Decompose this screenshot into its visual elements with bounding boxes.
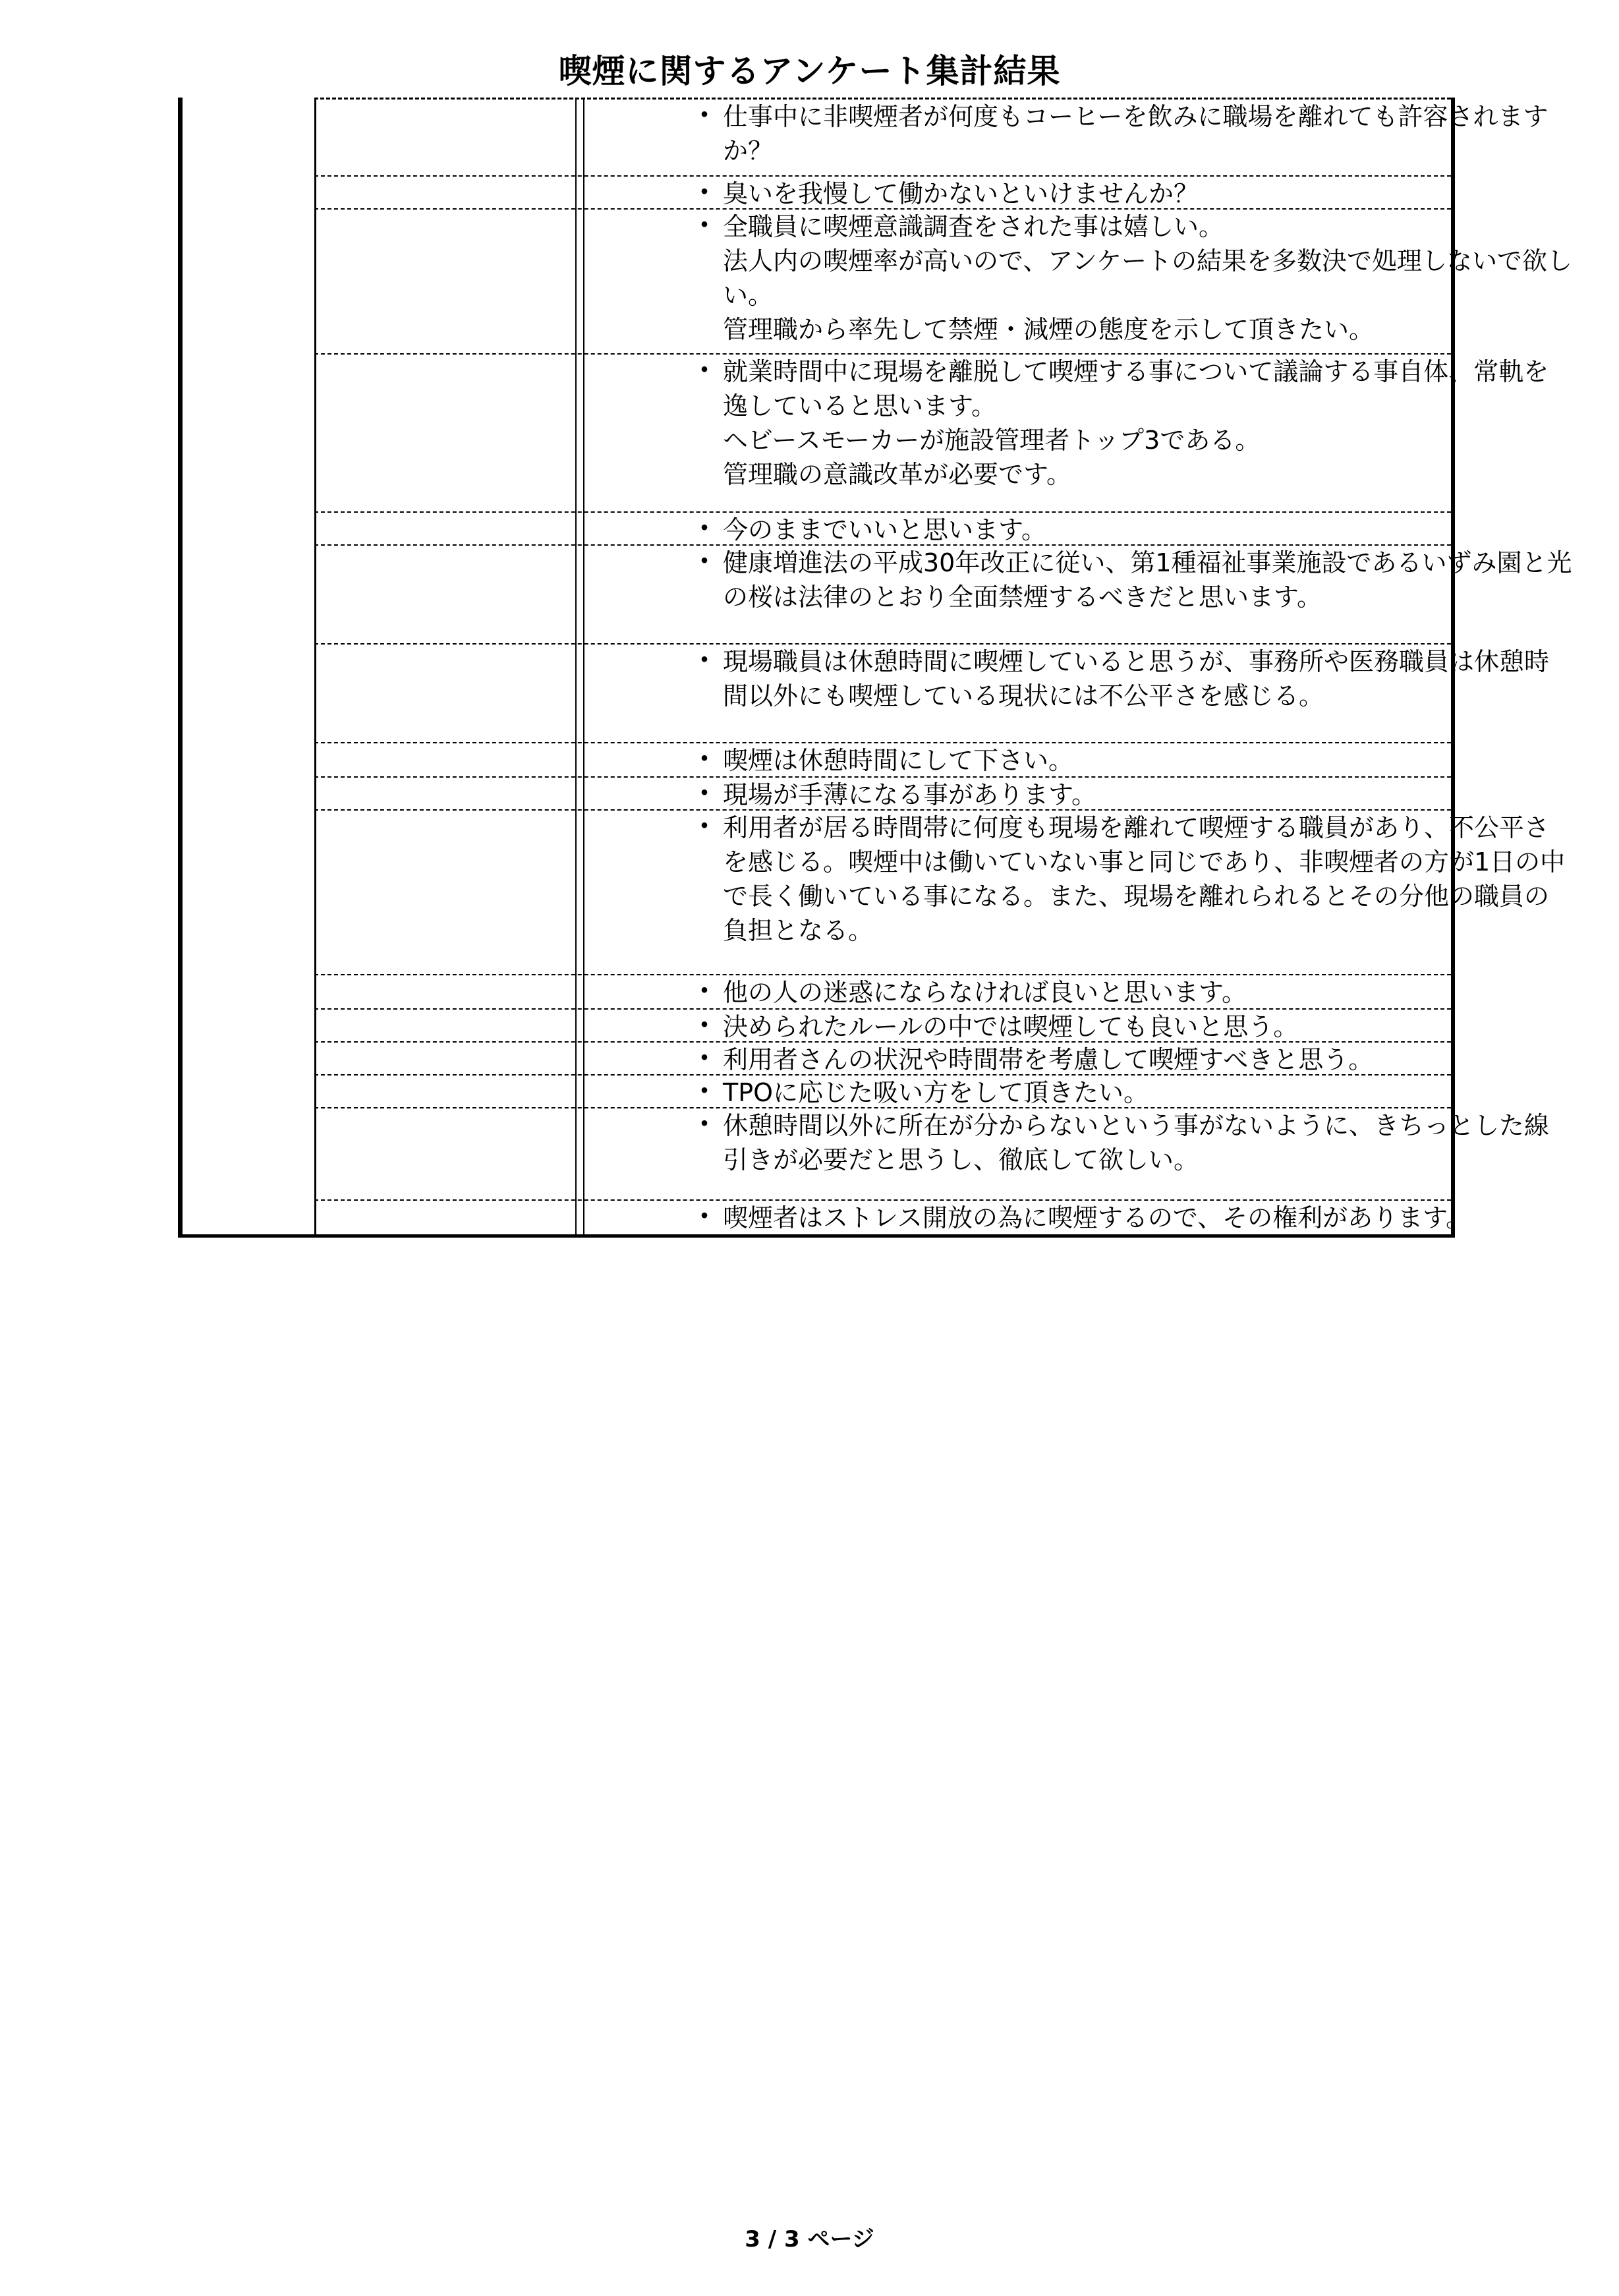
page-number: 3 / 3 ページ: [745, 2226, 874, 2253]
bullet-mark: ・: [691, 744, 718, 774]
comment-text: 他の人の迷惑にならなければ良いと思います。: [723, 978, 1247, 1007]
bullet-mark: ・: [691, 355, 718, 386]
bullet-mark: ・: [691, 1109, 718, 1139]
table-row: [314, 98, 1548, 165]
bullet-mark: ・: [691, 1043, 718, 1074]
comment-text: 全職員に喫煙意識調査をされた事は嬉しい。 法人内の喫煙率が高いので、アンケートの結果を多数決で処理しないで欲しい。 管理職から率先して禁煙・減煙の態度を示して頂きたい。: [723, 212, 1572, 344]
comment-text: 利用者が居る時間帯に何度も現場を離れて喫煙する職員があり、不公平さを感じる。喫煙中は働いていない事と同じであり、非喫煙者の方が1日の中で長く働いている事になる。また、現場を離れられるとその分他の職員の負担となる。: [723, 813, 1566, 945]
table-row: [314, 776, 1451, 809]
bullet-mark: ・: [691, 778, 718, 809]
column-divider: [314, 98, 316, 1234]
table-row: [314, 1008, 1451, 1041]
table-row: [314, 809, 1566, 945]
bullet-mark: ・: [691, 645, 718, 675]
comment-text: 現場が手薄になる事があります。: [723, 780, 1096, 809]
comment-text: 健康増進法の平成30年改正に従い、第1種福祉事業施設であるいずみ園と光の桜は法律のとおり全面禁煙するべきだと思います。: [723, 548, 1572, 612]
bullet-mark: ・: [691, 546, 718, 577]
column-divider: [575, 98, 577, 1234]
comment-text: 現場職員は休憩時間に喫煙していると思うが、事務所や医務職員は休憩時間以外にも喫煙している現状には不公平さを感じる。: [723, 647, 1550, 710]
table-row: [314, 208, 1572, 344]
bullet-mark: ・: [691, 100, 718, 130]
comment-text: 喫煙者はストレス開放の為に喫煙するので、その権利があります。: [723, 1203, 1471, 1232]
survey-results-table: [178, 98, 1572, 1238]
page-title: 喫煙に関するアンケート集計結果: [558, 52, 1061, 90]
table-row: [314, 742, 1451, 775]
comment-text: 決められたルールの中では喫煙しても良いと思う。: [723, 1012, 1299, 1041]
column-divider: [583, 98, 584, 1234]
table-row: [314, 175, 1451, 208]
table-row: [314, 1074, 1451, 1107]
table-row: [314, 1041, 1451, 1074]
table-row: [314, 974, 1451, 1007]
bullet-mark: ・: [691, 210, 718, 241]
bullet-mark: ・: [691, 1201, 718, 1232]
bullet-mark: ・: [691, 513, 718, 544]
table-row: [314, 511, 1451, 544]
comment-text: 今のままでいいと思います。: [723, 515, 1046, 544]
comment-text: 休憩時間以外に所在が分からないという事がないように、きちっとした線引きが必要だと思うし、徹底して欲しい。: [723, 1111, 1550, 1174]
comment-text: 就業時間中に現場を離脱して喫煙する事について議論する事自体、常軌を逸していると思います。 ヘビースモーカーが施設管理者トップ3である。 管理職の意識改革が必要です。: [723, 357, 1549, 489]
bullet-mark: ・: [691, 177, 718, 208]
table-row: [314, 353, 1549, 489]
comment-text: 仕事中に非喫煙者が何度もコーヒーを飲みに職場を離れても許容されますか？: [723, 102, 1548, 165]
bullet-mark: ・: [691, 1076, 718, 1106]
comment-text: TPOに応じた吸い方をして頂きたい。: [723, 1078, 1149, 1107]
comment-text: 利用者さんの状況や時間帯を考慮して喫煙すべきと思う。: [723, 1045, 1374, 1074]
table-row: [314, 544, 1572, 612]
bullet-mark: ・: [691, 976, 718, 1006]
bullet-mark: ・: [691, 1010, 718, 1041]
comment-text: 臭いを我慢して働かないといけませんか？: [723, 179, 1199, 208]
comment-text: 喫煙は休憩時間にして下さい。: [723, 746, 1074, 775]
table-row: [314, 1107, 1550, 1174]
bullet-mark: ・: [691, 811, 718, 842]
table-row: [314, 643, 1550, 710]
table-row: [314, 1199, 1471, 1232]
